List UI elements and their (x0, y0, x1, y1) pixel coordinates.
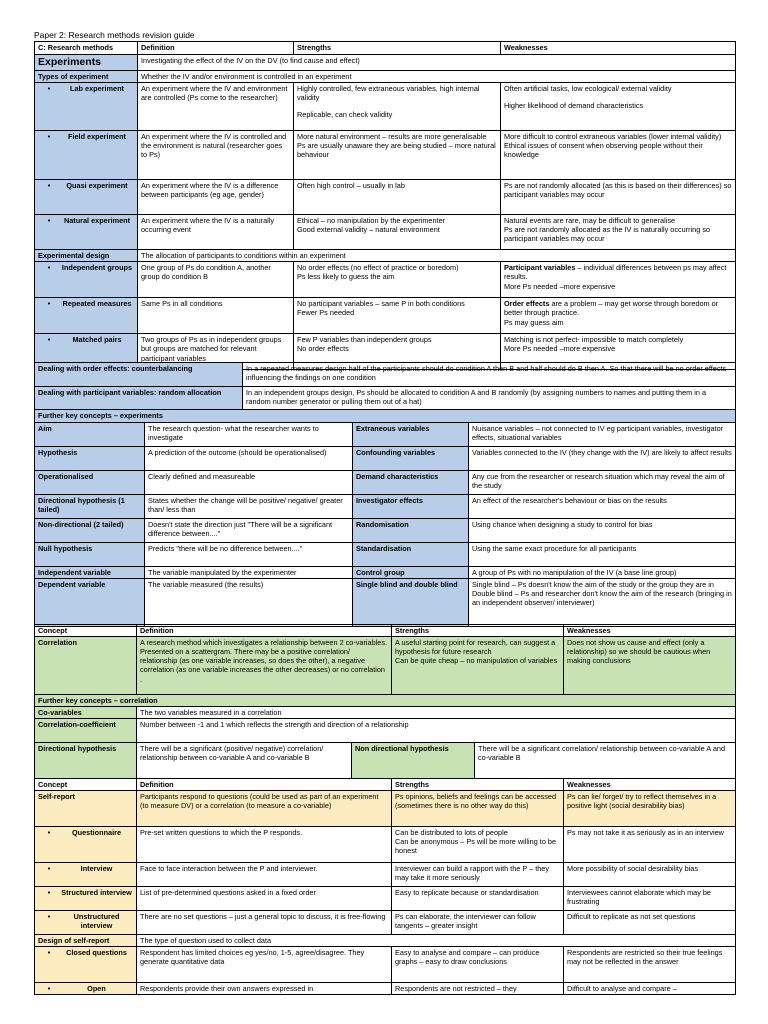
coefficient-label: Correlation-coefficient (35, 719, 137, 743)
repeated-strengths: No participant variables – same P in both conditions Fewer Ps needed (294, 298, 501, 334)
quasi-strengths: Often high control – usually in lab (294, 180, 501, 215)
field-label: • Field experiment (35, 131, 138, 180)
kc-extraneous-term: Extraneous variables (353, 423, 469, 447)
kc-nondirectional-term: Non-directional (2 tailed) (35, 519, 145, 543)
interview-weaknesses: More possibility of social desirability bias (564, 863, 736, 887)
lab-definition: An experiment where the IV and environment are controlled (Ps come to the researcher) (138, 83, 294, 131)
correlation-strengths: A useful starting point for research, can suggest a hypothesis for future research Can be quite cheap – no manipulation of variables (392, 637, 564, 695)
self-report-definition: Participants respond to questions (could be used as part of an experiment (to measure DV) or a correlation (to measure a co-variable) (137, 791, 392, 827)
structured-definition: List of pre-determined questions asked in a fixed order (137, 887, 392, 911)
corr-header-strengths: Strengths (392, 625, 564, 637)
correlation-label: Correlation (35, 637, 137, 695)
lab-strengths: Highly controlled, few extraneous variables, high internal validity Replicable, can check validity (294, 83, 501, 131)
sr-header-strengths: Strengths (392, 779, 564, 791)
matched-definition: Two groups of Ps as in independent groups but groups are matched for relevant participant variables (138, 334, 294, 370)
kc-randomisation-def: Using chance when designing a study to control for bias (469, 519, 736, 543)
unstructured-weaknesses: Difficult to replicate as not set questions (564, 911, 736, 935)
coefficient-definition: Number between -1 and 1 which reflects the strength and direction of a relationship (137, 719, 736, 743)
corr-header-definition: Definition (137, 625, 392, 637)
repeated-weaknesses: Order effects are a problem – may get worse through boredom or better through practice. Ps may guess aim (501, 298, 736, 334)
sr-design-definition: The type of question used to collect data (137, 935, 736, 947)
sr-header-definition: Definition (137, 779, 392, 791)
random-allocation-definition: In an independent groups design, Ps should be allocated to condition A and B randomly (by assigning numbers to names and putting them in a random number generator or pulling them out of a hat) (243, 387, 736, 410)
corr-nondirectional-definition: There will be a significant correlation/ relationship between co-variable A and co-variable B (475, 743, 736, 779)
types-definition: Whether the IV and/or environment is controlled in an experiment (138, 71, 736, 83)
covariables-label: Co-variables (35, 707, 137, 719)
kc-aim-def: The research question- what the researcher wants to investigate (145, 423, 353, 447)
structured-weaknesses: Interviewees cannot elaborate which may be frustrating (564, 887, 736, 911)
kc-confounding-term: Confounding variables (353, 447, 469, 471)
random-allocation-label: Dealing with participant variables: random allocation (35, 387, 243, 410)
header-definition: Definition (138, 42, 294, 55)
kc-aim-term: Aim (35, 423, 145, 447)
closed-label: • Closed questions (35, 947, 137, 983)
bullet-icon: • (47, 912, 51, 922)
kc-hypothesis-term: Hypothesis (35, 447, 145, 471)
design-label: Experimental design (35, 250, 138, 262)
interview-strengths: Interviewer can build a rapport with the P – they may take it more seriously (392, 863, 564, 887)
matched-label: • Matched pairs (35, 334, 138, 370)
bullet-icon: • (47, 948, 51, 958)
sr-header-weaknesses: Weaknesses (564, 779, 736, 791)
kc-randomisation-term: Randomisation (353, 519, 469, 543)
bullet-icon: • (47, 335, 51, 345)
kc-operationalised-def: Clearly defined and measureable (145, 471, 353, 495)
corr-directional-definition: There will be a significant (positive/ negative) correlation/ relationship between co-variable A and co-variable B (137, 743, 352, 779)
field-definition: An experiment where the IV is controlled and the environment is natural (researcher goes to Ps) (138, 131, 294, 180)
dealing-table (34, 362, 736, 423)
types-label: Types of experiment (35, 71, 138, 83)
correlation-weaknesses: Does not show us cause and effect (only a relationship) so we should be cautious when making conclusions (564, 637, 736, 695)
bullet-icon: • (47, 984, 51, 994)
self-report-table (34, 778, 736, 995)
natural-definition: An experiment where the IV is a naturally occurring event (138, 215, 294, 250)
kc-null-term: Null hypothesis (35, 543, 145, 567)
closed-weaknesses: Respondents are restricted so their true feelings may not be reflected in the answer (564, 947, 736, 983)
experiments-definition: Investigating the effect of the IV on the DV (to find cause and effect) (138, 55, 736, 71)
bullet-icon: • (47, 263, 51, 273)
header-section: C: Research methods (35, 42, 138, 55)
questionnaire-label: • Questionnaire (35, 827, 137, 863)
natural-strengths: Ethical – no manipulation by the experimenter Good external validity – natural environment (294, 215, 501, 250)
interview-label: • Interview (35, 863, 137, 887)
correlation-table (34, 624, 736, 707)
kc-extraneous-def: Nuisance variables – not connected to IV eg participant variables, investigator effects, situational variables (469, 423, 736, 447)
questionnaire-definition: Pre-set written questions to which the P responds. (137, 827, 392, 863)
order-effects-label: Dealing with order effects: counterbalancing (35, 363, 243, 387)
closed-definition: Respondent has limited choices eg yes/no, 1-5, agree/disagree. They generate quantitative data (137, 947, 392, 983)
bullet-icon: • (47, 84, 51, 94)
closed-strengths: Easy to analyse and compare – can produce graphs – easy to draw conclusions (392, 947, 564, 983)
kc-null-def: Predicts "there will be no difference between...." (145, 543, 353, 567)
structured-strengths: Easy to replicate because or standardisation (392, 887, 564, 911)
quasi-definition: An experiment where the IV is a difference between participants (eg age, gender) (138, 180, 294, 215)
independent-definition: One group of Ps do condition A, another group do condition B (138, 262, 294, 298)
doc-title: Paper 2: Research methods revision guide (34, 30, 195, 40)
kc-investigator-term: Investigator effects (353, 495, 469, 519)
corr-directional-label: Directional hypothesis (35, 743, 137, 779)
header-weaknesses: Weaknesses (501, 42, 736, 55)
quasi-weaknesses: Ps are not randomly allocated (as this is based on their differences) so participant variables may occur (501, 180, 736, 215)
corr-nondirectional-label: Non directional hypothesis (352, 743, 475, 779)
correlation-concepts-table (34, 706, 736, 779)
natural-label: • Natural experiment (35, 215, 138, 250)
matched-strengths: Few P variables than independent groups No order effects (294, 334, 501, 370)
bullet-icon: • (47, 181, 51, 191)
self-report-label: Self-report (35, 791, 137, 827)
field-strengths: More natural environment – results are more generalisable Ps are usually unaware they are being studied – more natural behaviour (294, 131, 501, 180)
questionnaire-strengths: Can be distributed to lots of people Can be anonymous – Ps will be more willing to be honest (392, 827, 564, 863)
kc-hypothesis-def: A prediction of the outcome (should be operationalised) (145, 447, 353, 471)
kc-demand-def: Any cue from the researcher or research situation which may reveal the aim of the study (469, 471, 736, 495)
questionnaire-weaknesses: Ps may not take it as seriously as in an interview (564, 827, 736, 863)
kc-iv-term: Independent variable (35, 567, 145, 579)
bullet-icon: • (47, 888, 51, 898)
bullet-icon: • (47, 864, 51, 874)
corr-header-concept: Concept (35, 625, 137, 637)
corr-header-weaknesses: Weaknesses (564, 625, 736, 637)
further-concepts-correlation: Further key concepts – correlation (35, 695, 736, 707)
header-strengths: Strengths (294, 42, 501, 55)
kc-standardisation-def: Using the same exact procedure for all participants (469, 543, 736, 567)
independent-strengths: No order effects (no effect of practice or boredom) Ps less likely to guess the aim (294, 262, 501, 298)
unstructured-label: • Unstructured interview (35, 911, 137, 935)
unstructured-definition: There are no set questions – just a general topic to discuss, it is free-flowing (137, 911, 392, 935)
kc-blind-def: Single blind – Ps doesn't know the aim of the study or the group they are in Double blind – Ps and researcher don't know the aim of the research (bringing in an independent observer/ interviewer) (469, 579, 736, 627)
kc-investigator-def: An effect of the researcher's behaviour or bias on the results (469, 495, 736, 519)
kc-confounding-def: Variables connected to the IV (they change with the IV) are likely to affect results (469, 447, 736, 471)
interview-definition: Face to face interaction between the P and interviewer. (137, 863, 392, 887)
design-definition: The allocation of participants to conditions within an experiment (138, 250, 736, 262)
kc-blind-term: Single blind and double blind (353, 579, 469, 627)
order-effects-definition: In a repeated measures design half of the participants should do condition A then B and half should do B then A. So that there will be no order effects influencing the findings on one condition (243, 363, 736, 387)
kc-nondirectional-def: Doesn't state the direction just "There will be a significant difference between...." (145, 519, 353, 543)
unstructured-strengths: Ps can elaborate, the interviewer can follow tangents – greater insight (392, 911, 564, 935)
kc-control-def: A group of Ps with no manipulation of the IV (a base line group) (469, 567, 736, 579)
bullet-icon: • (47, 299, 51, 309)
correlation-definition: A research method which investigates a relationship between 2 co-variables. Presented on a scattergram. There may be a positive correlation/ relationship (as one variable increases, so does the other), a negative correlation (as one variable increases the other decreases) or no correlation . (137, 637, 392, 695)
kc-operationalised-term: Operationalised (35, 471, 145, 495)
open-label: • Open (35, 983, 137, 995)
self-report-strengths: Ps opinions, beliefs and feelings can be accessed (sometimes there is no other way do this) (392, 791, 564, 827)
lab-weaknesses: Often artificial tasks, low ecological/ external validity Higher likelihood of demand characteristics (501, 83, 736, 131)
kc-iv-def: The variable manipulated by the experimenter (145, 567, 353, 579)
covariables-definition: The two variables measured in a correlation (137, 707, 736, 719)
repeated-definition: Same Ps in all conditions (138, 298, 294, 334)
kc-directional-term: Directional hypothesis (1 tailed) (35, 495, 145, 519)
self-report-weaknesses: Ps can lie/ forget/ try to reflect themselves in a positive light (social desirability bias) (564, 791, 736, 827)
quasi-label: • Quasi experiment (35, 180, 138, 215)
matched-weaknesses: Matching is not perfect- impossible to match completely More Ps needed –more expensive (501, 334, 736, 370)
sr-design-label: Design of self-report (35, 935, 137, 947)
experiments-table (34, 41, 736, 370)
sr-header-concept: Concept (35, 779, 137, 791)
further-concepts-experiments: Further key concepts – experiments (35, 410, 736, 423)
open-weaknesses: Difficult to analyse and compare – (564, 983, 736, 995)
repeated-label: • Repeated measures (35, 298, 138, 334)
bullet-icon: • (47, 216, 51, 226)
open-strengths: Respondents are not restricted – they (392, 983, 564, 995)
kc-dv-term: Dependent variable (35, 579, 145, 627)
experiments-heading: Experiments (35, 55, 138, 71)
kc-directional-def: States whether the change will be positive/ negative/ greater than/ less than (145, 495, 353, 519)
bullet-icon: • (47, 132, 51, 142)
natural-weaknesses: Natural events are rare, may be difficult to generalise Ps are not randomly allocated as the IV is naturally occurring so participant variables may occur (501, 215, 736, 250)
kc-dv-def: The variable measured (the results) (145, 579, 353, 627)
structured-label: • Structured interview (35, 887, 137, 911)
kc-control-term: Control group (353, 567, 469, 579)
open-definition: Respondents provide their own answers expressed in (137, 983, 392, 995)
independent-weaknesses: Participant variables – individual differences between ps may affect results. More Ps needed –more expensive (501, 262, 736, 298)
independent-label: • Independent groups (35, 262, 138, 298)
bullet-icon: • (47, 828, 51, 838)
field-weaknesses: More difficult to control extraneous variables (lower internal validity) Ethical issues of consent when observing people without their knowledge (501, 131, 736, 180)
kc-demand-term: Demand characteristics (353, 471, 469, 495)
key-concepts-table (34, 422, 736, 627)
kc-standardisation-term: Standardisation (353, 543, 469, 567)
lab-label: • Lab experiment (35, 83, 138, 131)
